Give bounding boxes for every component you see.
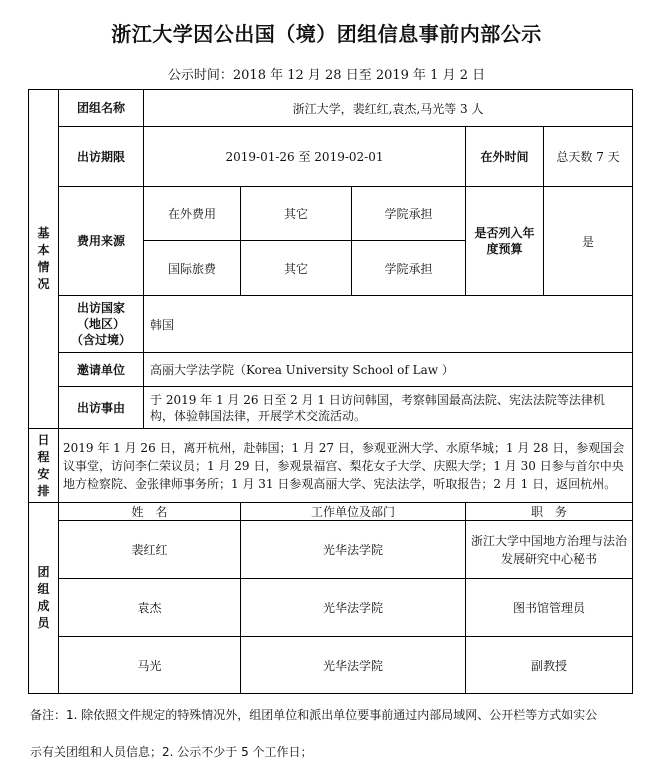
info-table xyxy=(28,89,633,694)
member-header-name: 姓 名 xyxy=(59,503,241,521)
member-header-position: 职 务 xyxy=(466,503,633,521)
inviter-value: 高丽大学法学院（Korea University School of Law ） xyxy=(144,353,633,387)
member-unit: 光华法学院 xyxy=(241,637,466,694)
group-name-value: 浙江大学，裴红红,袁杰,马光等 3 人 xyxy=(144,90,633,127)
funding-type: 国际旅费 xyxy=(144,241,241,296)
member-unit: 光华法学院 xyxy=(241,579,466,637)
publicity-period: 公示时间：2018 年 12 月 28 日至 2019 年 1 月 2 日 xyxy=(167,68,486,83)
member-name: 裴红红 xyxy=(59,521,241,579)
country-value: 韩国 xyxy=(144,296,633,353)
note-line-1: 备注：1. 除依照文件规定的特殊情况外，组团单位和派出单位要事前通过内部局域网、公开栏等方式如实公 xyxy=(30,708,598,722)
funding-type: 在外费用 xyxy=(144,187,241,241)
table-row xyxy=(29,521,633,579)
abroad-time-value: 总天数 7 天 xyxy=(544,127,633,187)
funding-bearer: 学院承担 xyxy=(352,241,466,296)
note-line-2: 示有关团组和人员信息；2. 公示不少于 5 个工作日； xyxy=(30,745,313,759)
group-name-label: 团组名称 xyxy=(59,90,144,127)
schedule-text: 2019 年 1 月 26 日，离开杭州，赴韩国；1 月 27 日，参观亚洲大学、水原华城；1 月 28 日，参观国会议事堂，访问李仁荣议员；1 月 29 日，参观景福宫、梨花女子大学、庆熙大学；1 月 30 日参与首尔中央地方检察院、金张律师事务所；1 月 31 日参观高丽大学、宪法法学，听取报告；2 月 1 日，返回杭州。 xyxy=(59,429,633,503)
inviter-label: 邀请单位 xyxy=(59,353,144,387)
country-label: 出访国家（地区）（含过境） xyxy=(59,296,144,353)
schedule-section-label: 日程安排 xyxy=(29,429,59,503)
abroad-time-label: 在外时间 xyxy=(466,127,544,187)
member-position: 副教授 xyxy=(466,637,633,694)
funding-kind: 其它 xyxy=(241,187,352,241)
period-value: 2019-01-26 至 2019-02-01 xyxy=(144,127,466,187)
page-title: 浙江大学因公出国（境）团组信息事前内部公示 xyxy=(111,22,542,46)
member-unit: 光华法学院 xyxy=(241,521,466,579)
budget-value: 是 xyxy=(544,187,633,296)
period-label: 出访期限 xyxy=(59,127,144,187)
member-name: 马光 xyxy=(59,637,241,694)
reason-label: 出访事由 xyxy=(59,387,144,429)
basic-section-label: 基本情况 xyxy=(29,90,59,429)
member-position: 图书馆管理员 xyxy=(466,579,633,637)
funding-kind: 其它 xyxy=(241,241,352,296)
funding-label: 费用来源 xyxy=(59,187,144,296)
reason-value: 于 2019 年 1 月 26 日至 2 月 1 日访问韩国，考察韩国最高法院、宪法法院等法律机构，体验韩国法律，开展学术交流活动。 xyxy=(144,387,633,429)
member-header-unit: 工作单位及部门 xyxy=(241,503,466,521)
member-name: 袁杰 xyxy=(59,579,241,637)
members-section-label: 团组成员 xyxy=(29,503,59,694)
budget-label: 是否列入年度预算 xyxy=(466,187,544,296)
funding-bearer: 学院承担 xyxy=(352,187,466,241)
member-position: 浙江大学中国地方治理与法治发展研究中心秘书 xyxy=(466,521,633,579)
table-row xyxy=(29,637,633,694)
table-row xyxy=(29,579,633,637)
